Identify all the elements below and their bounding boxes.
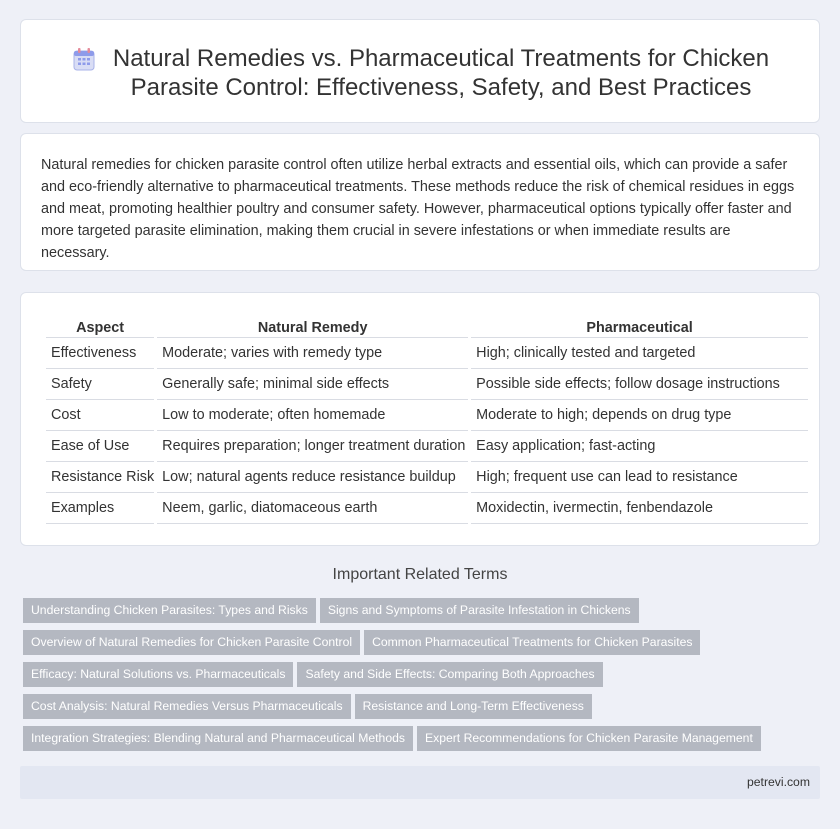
title-card (20, 19, 820, 123)
table-cell: Easy application; fast-acting (471, 431, 808, 462)
intro-paragraph: Natural remedies for chicken parasite control often utilize herbal extracts and essential oils, which can provide a safer and eco-friendly alternative to pharmaceutical treatments. These methods reduce the risk of chemical residues in eggs and meat, promoting healthier poultry and consumer safety. However, pharmaceutical options typically offer faster and more targeted parasite elimination, making them crucial in severe infestations or when immediate results are necessary. (41, 157, 795, 261)
related-term-link[interactable]: Signs and Symptoms of Parasite Infestation in Chickens (320, 598, 639, 623)
related-term-link[interactable]: Integration Strategies: Blending Natural and Pharmaceutical Methods (23, 726, 413, 751)
table-cell: Safety (46, 369, 154, 400)
related-term-link[interactable]: Common Pharmaceutical Treatments for Chicken Parasites (364, 630, 700, 655)
related-terms-heading: Important Related Terms (332, 566, 508, 583)
table-cell: High; clinically tested and targeted (471, 338, 808, 369)
table-row (46, 338, 808, 369)
comparison-table (43, 314, 811, 524)
intro-card (20, 133, 820, 271)
related-terms-list (23, 598, 813, 758)
table-row (46, 462, 808, 493)
related-term-link[interactable]: Overview of Natural Remedies for Chicken Parasite Control (23, 630, 360, 655)
table-row (46, 369, 808, 400)
site-name[interactable]: petrevi.com (747, 775, 810, 789)
column-header-pharmaceutical: Pharmaceutical (471, 314, 808, 338)
table-row (46, 493, 808, 524)
table-cell: Neem, garlic, diatomaceous earth (157, 493, 468, 524)
table-cell: Moderate; varies with remedy type (157, 338, 468, 369)
table-cell: High; frequent use can lead to resistance (471, 462, 808, 493)
table-row (46, 431, 808, 462)
calendar-icon (73, 47, 95, 71)
title-wrap (21, 44, 819, 102)
table-cell: Low; natural agents reduce resistance buildup (157, 462, 468, 493)
tag-row (23, 630, 813, 662)
table-header-row (46, 314, 808, 338)
table-row (46, 400, 808, 431)
related-term-link[interactable]: Efficacy: Natural Solutions vs. Pharmaceuticals (23, 662, 293, 687)
comparison-table-card (20, 292, 820, 546)
tag-row (23, 694, 813, 726)
table-cell: Cost (46, 400, 154, 431)
table-cell: Examples (46, 493, 154, 524)
table-cell: Effectiveness (46, 338, 154, 369)
related-term-link[interactable]: Cost Analysis: Natural Remedies Versus Pharmaceuticals (23, 694, 351, 719)
related-term-link[interactable]: Resistance and Long-Term Effectiveness (355, 694, 592, 719)
table-cell: Low to moderate; often homemade (157, 400, 468, 431)
related-term-link[interactable]: Expert Recommendations for Chicken Parasite Management (417, 726, 761, 751)
column-header-aspect: Aspect (46, 314, 154, 338)
table-cell: Moderate to high; depends on drug type (471, 400, 808, 431)
related-term-link[interactable]: Understanding Chicken Parasites: Types and Risks (23, 598, 316, 623)
tag-row (23, 662, 813, 694)
column-header-natural: Natural Remedy (157, 314, 468, 338)
related-term-link[interactable]: Safety and Side Effects: Comparing Both Approaches (297, 662, 602, 687)
footer (20, 766, 820, 799)
table-cell: Generally safe; minimal side effects (157, 369, 468, 400)
table-cell: Ease of Use (46, 431, 154, 462)
table-cell: Moxidectin, ivermectin, fenbendazole (471, 493, 808, 524)
tag-row (23, 726, 813, 758)
table-cell: Resistance Risk (46, 462, 154, 493)
page-title: Natural Remedies vs. Pharmaceutical Treatments for Chicken Parasite Control: Effectiveness, Safety, and Best Practices (112, 45, 770, 101)
tag-row (23, 598, 813, 630)
table-cell: Requires preparation; longer treatment duration (157, 431, 468, 462)
table-cell: Possible side effects; follow dosage instructions (471, 369, 808, 400)
